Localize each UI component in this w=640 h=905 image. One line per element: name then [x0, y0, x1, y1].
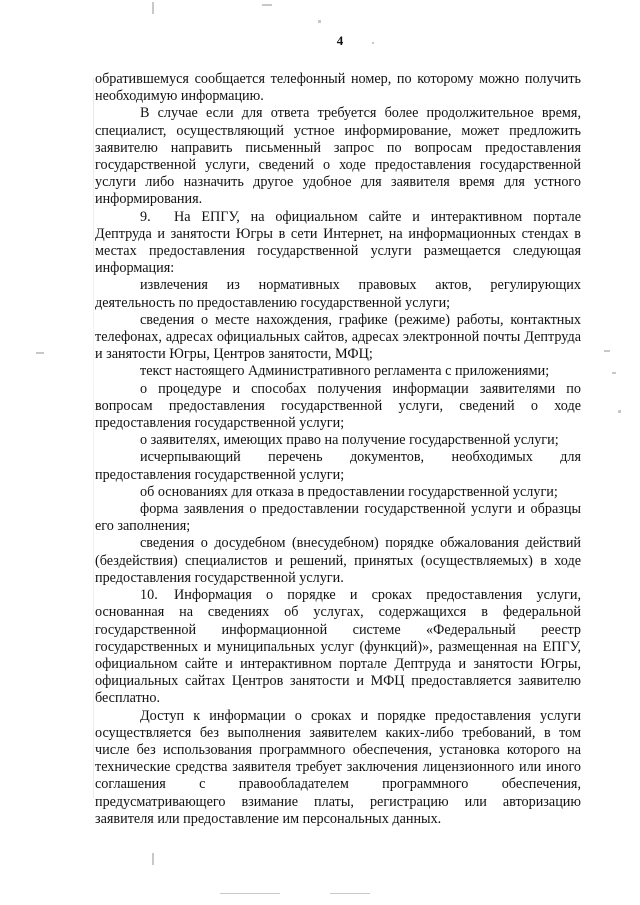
paragraph-access: Доступ к информации о сроках и порядке предоставления услуги осуществляется без выполнения заявителем каких-либо требований, в том числе без использования программного обеспечения, установка которого на технические средства заявителя требует заключения лицензионного или иного соглашения с правообладателем программного обеспечения, предусматривающего взимание платы, регистрацию или авторизацию заявителя или предоставление им персональных данных. [95, 707, 581, 827]
list-item-location-info: сведения о месте нахождения, графике (режиме) работы, контактных телефонах, адресах официальных сайтов, адресах электронной почты Дептруда и занятости Югры, Центров занятости, МФЦ; [95, 311, 581, 363]
scan-speck [152, 853, 154, 865]
item-number: 10. [140, 587, 158, 604]
list-item-refusal-grounds: об основаниях для отказа в предоставлении государственной услуги; [140, 483, 558, 500]
paragraph-item-9 [95, 209, 581, 278]
document-body [95, 71, 581, 828]
list-item-documents: исчерпывающий перечень документов, необходимых для предоставления государственной услуги; [95, 449, 581, 483]
list-item-applicants: о заявителях, имеющих право на получение государственной услуги; [140, 432, 559, 449]
scan-speck [330, 893, 370, 894]
list-item-procedure: о процедуре и способах получения информации заявителями по вопросам предоставления государственной услуги, сведений о ходе предоставления государственной услуги; [95, 380, 581, 432]
item-text: Информация о порядке и сроках предоставления услуги, основанная на сведениях об услугах, содержащихся в федеральной государственной информационной системе «Федеральный реестр государственных и муниципальных услуг (функций)», размещенная на ЕПГУ, официальном сайте и интерактивном портале Дептруда и занятости Югры, официальных сайтах Центров занятости и МФЦ предоставляется заявителю бесплатно. [95, 587, 581, 707]
list-item-appeal: сведения о досудебном (внесудебном) порядке обжалования действий (бездействия) специалистов и решений, принятых (осуществляемых) в ходе предоставления государственной услуги. [95, 535, 581, 586]
scan-speck [318, 20, 321, 23]
paragraph-item-10 [95, 587, 581, 707]
scan-speck [36, 352, 44, 354]
paragraph-oral-information: В случае если для ответа требуется более продолжительное время, специалист, осуществляющий устное информирование, может предложить заявителю направить письменный запрос по вопросам предоставления государственной услуги, сведений о ходе предоставления государственной услуги либо назначить другое удобное для заявителя время для устного информирования. [95, 105, 581, 208]
scan-margin-line [93, 78, 94, 798]
scan-speck [604, 350, 610, 352]
scan-speck [220, 893, 280, 894]
list-item-regulation-text: текст настоящего Административного регламента с приложениями; [140, 363, 550, 380]
page-number: 4 [336, 33, 344, 48]
item-text: На ЕПГУ, на официальном сайте и интерактивном портале Дептруда и занятости Югры в сети Интернет, на информационных стендах в местах предоставления государственной услуги размещается следующая информация: [95, 208, 581, 277]
scan-speck [152, 2, 154, 14]
scan-speck [618, 410, 621, 413]
scan-speck [612, 372, 616, 374]
scan-speck [372, 42, 374, 44]
scan-speck [262, 4, 272, 6]
item-number: 9. [140, 208, 151, 225]
list-item-application-form: форма заявления о предоставлении государственной услуги и образцы его заполнения; [95, 501, 581, 535]
paragraph-continuation: обратившемуся сообщается телефонный номер, по которому можно получить необходимую информацию. [95, 71, 581, 105]
list-item-legal-acts: извлечения из нормативных правовых актов, регулирующих деятельность по предоставлению государственной услуги; [95, 277, 581, 311]
